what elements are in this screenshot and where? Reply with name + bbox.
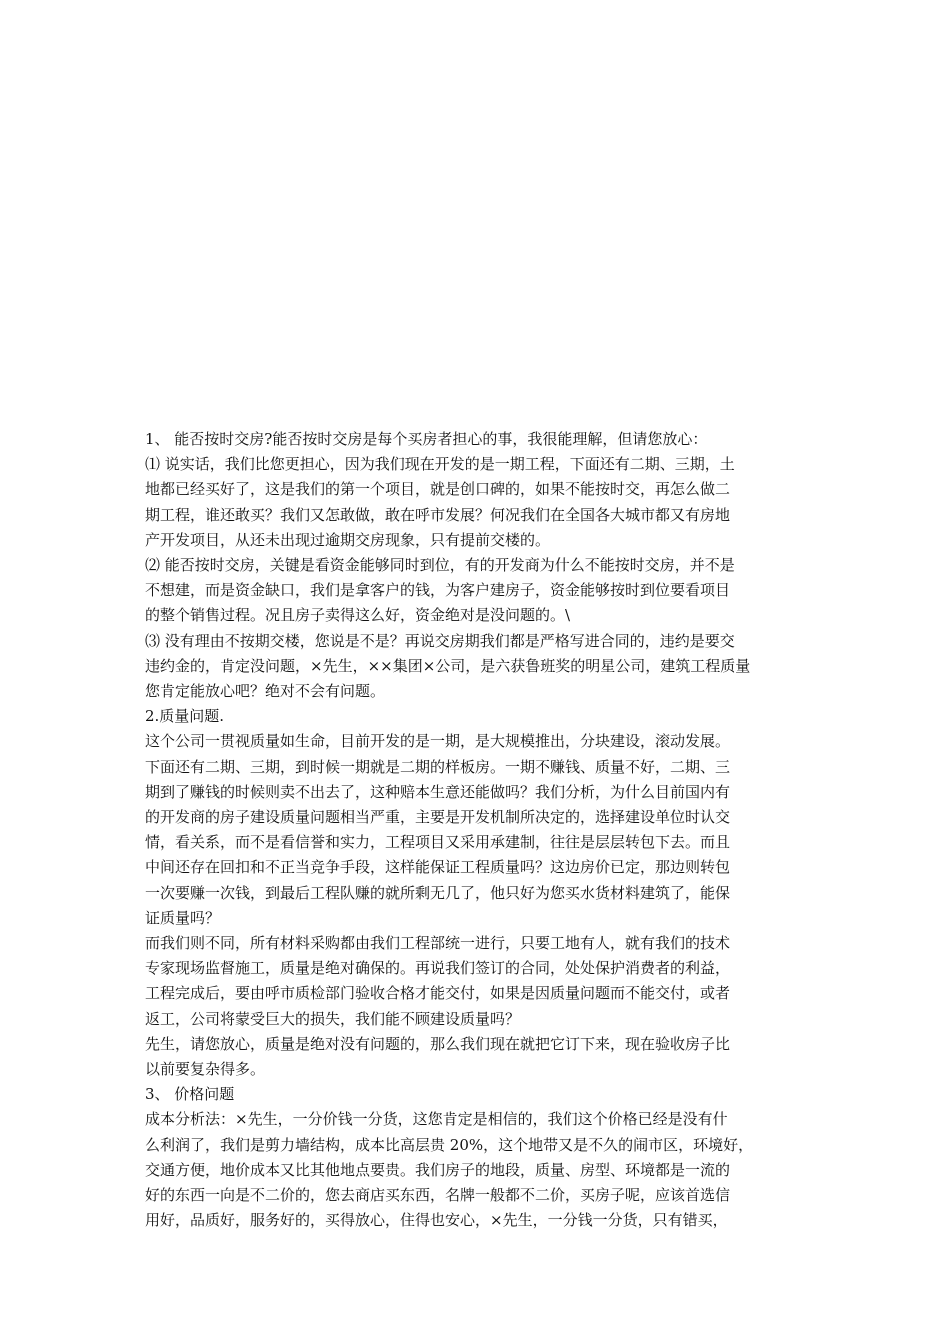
text-line: 而我们则不同，所有材料采购都由我们工程部统一进行，只要工地有人，就有我们的技术 <box>145 934 731 953</box>
text-line: 产开发项目，从还未出现过逾期交房现象，只有提前交楼的。 <box>145 530 551 549</box>
text-line: 这个公司一贯视质量如生命，目前开发的是一期，是大规模推出，分块建设，滚动发展。 <box>145 732 731 751</box>
section-heading: 2.质量问题. <box>145 707 225 726</box>
text-line: 先生，请您放心，质量是绝对没有问题的，那么我们现在就把它订下来，现在验收房子比 <box>145 1034 731 1053</box>
text-line: 的整个销售过程。况且房子卖得这么好，资金绝对是没问题的。\ <box>145 606 571 625</box>
text-line: 以前要复杂得多。 <box>145 1060 266 1079</box>
text-line: 期工程，谁还敢买？我们又怎敢做，敢在呼市发展？何况我们在全国各大城市都又有房地 <box>145 505 731 524</box>
text-line: 成本分析法：×先生，一分价钱一分货，这您肯定是相信的，我们这个价格已经是没有什 <box>145 1110 728 1129</box>
text-line: 期到了赚钱的时候则卖不出去了，这种赔本生意还能做吗？我们分析，为什么目前国内有 <box>145 782 731 801</box>
text-line: 证质量吗？ <box>145 908 221 927</box>
text-line: 地都已经买好了，这是我们的第一个项目，就是创口碑的，如果不能按时交，再怎么做二 <box>145 480 731 499</box>
text-line: 您肯定能放心吧？绝对不会有问题。 <box>145 682 386 701</box>
text-line: ⑴ 说实话，我们比您更担心，因为我们现在开发的是一期工程，下面还有二期、三期，土 <box>145 455 735 474</box>
text-line: 么利润了，我们是剪力墙结构，成本比高层贵 20%，这个地带又是不久的闹市区，环境好， <box>145 1135 754 1154</box>
text-line: 情，看关系，而不是看信誉和实力，工程项目又采用承建制，往往是层层转包下去。而且 <box>145 833 731 852</box>
text-line: 用好，品质好，服务好的，买得放心，住得也安心，×先生，一分钱一分货，只有错买， <box>145 1211 728 1230</box>
text-line: 工程完成后，要由呼市质检部门验收合格才能交付，如果是因质量问题而不能交付，或者 <box>145 984 731 1003</box>
text-line: ⑵ 能否按时交房，关键是看资金能够同时到位，有的开发商为什么不能按时交房，并不是 <box>145 556 735 575</box>
body-text <box>145 427 813 1234</box>
text-line: 1、 能否按时交房?能否按时交房是每个买房者担心的事，我很能理解，但请您放心： <box>145 430 708 448</box>
text-line: 交通方便，地价成本又比其他地点要贵。我们房子的地段，质量、房型、环境都是一流的 <box>145 1160 731 1179</box>
text-line: ⑶ 没有理由不按期交楼，您说是不是？再说交房期我们都是严格写进合同的，违约是要交 <box>145 631 735 650</box>
text-line: 中间还存在回扣和不正当竞争手段，这样能保证工程质量吗？这边房价已定，那边则转包 <box>145 858 731 877</box>
text-line: 一次要赚一次钱，到最后工程队赚的就所剩无几了，他只好为您买水货材料建筑了，能保 <box>145 883 731 902</box>
text-line: 好的东西一向是不二价的，您去商店买东西，名牌一般都不二价，买房子呢，应该首选信 <box>145 1186 731 1205</box>
section-heading: 3、 价格问题 <box>145 1085 235 1104</box>
text-line: 不想建，而是资金缺口，我们是拿客户的钱，为客户建房子，资金能够按时到位要看项目 <box>145 581 731 600</box>
text-line: 下面还有二期、三期，到时候一期就是二期的样板房。一期不赚钱、质量不好，二期、三 <box>145 757 731 776</box>
text-line: 返工，公司将蒙受巨大的损失，我们能不顾建设质量吗？ <box>145 1009 521 1028</box>
text-line: 的开发商的房子建设质量问题相当严重，主要是开发机制所决定的，选择建设单位时认交 <box>145 808 731 827</box>
text-line: 专家现场监督施工，质量是绝对确保的。再说我们签订的合同，处处保护消费者的利益， <box>145 959 731 978</box>
text-line: 违约金的，肯定没问题，×先生，××集团×公司，是六获鲁班奖的明星公司，建筑工程质量 <box>145 656 751 675</box>
